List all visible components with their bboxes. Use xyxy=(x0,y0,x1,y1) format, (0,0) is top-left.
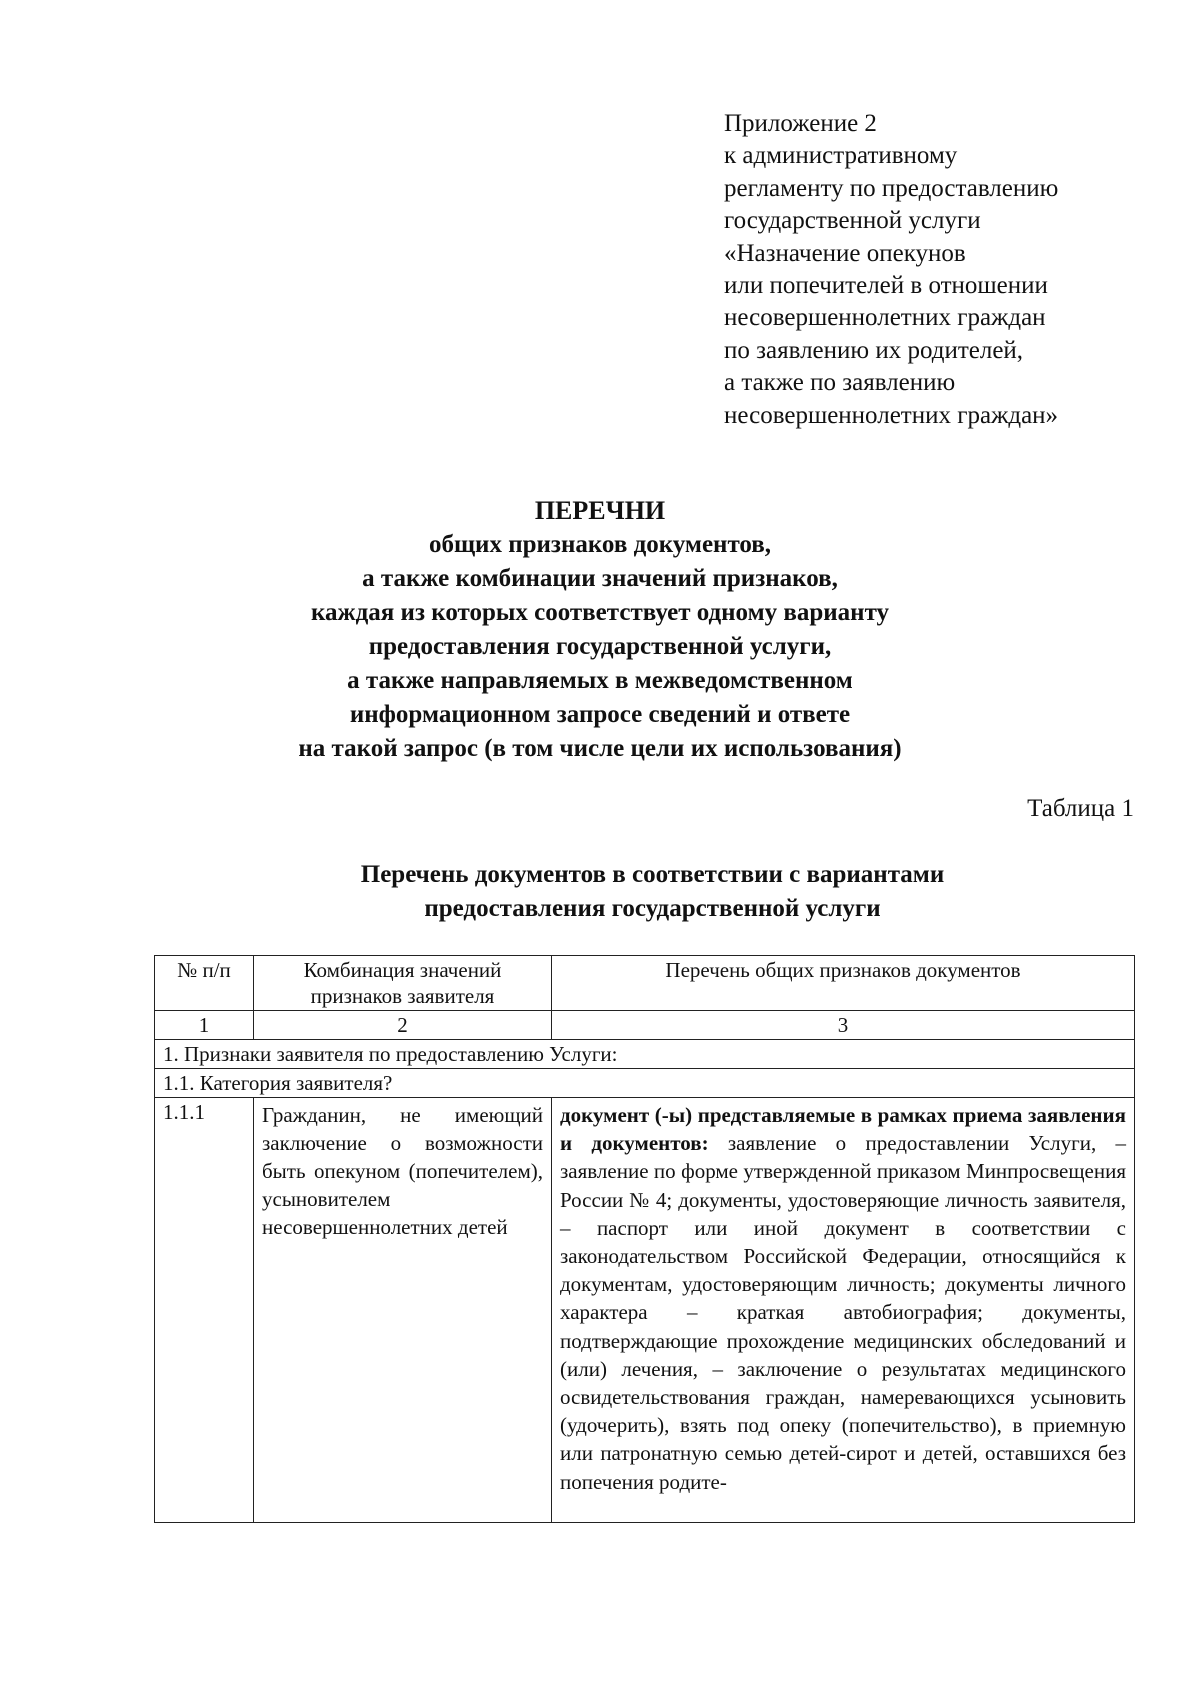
section-row xyxy=(155,1040,1135,1069)
applicant-description: Гражданин, не имеющий заключение о возможности быть опекуном (попечителем), усыновителем несовершеннолетних детей xyxy=(254,1098,552,1523)
title-line: на такой запрос (в том числе цели их использования) xyxy=(298,735,902,762)
documents-text: заявление о предоставлении Услуги, – заявление по форме утвержденной приказом Минпросвещения России № 4; документы, удостоверяющие личность заявителя, – паспорт или иной документ в соответствии с законодательством Российской Федерации, относящийся к документам, удостоверяющим личность; документы личного характера – краткая автобиография; документы, подтверждающие прохождение медицинских обследований и (или) лечения, – заключение о результатах медицинского освидетельствования граждан, намеревающихся усыновить (удочерить), взять под опеку (попечительство), в приемную или патронатную семью детей-сирот и детей, оставшихся без попечения родите- xyxy=(560,1131,1126,1494)
appendix-line: государственной услуги xyxy=(724,207,981,235)
title-line: предоставления государственной услуги, xyxy=(368,633,832,660)
row-number: 1.1.1 xyxy=(155,1098,254,1523)
title-line: информационном запросе сведений и ответе xyxy=(349,701,851,728)
appendix-line: «Назначение опекунов xyxy=(724,239,966,267)
title-line: ПЕРЕЧНИ xyxy=(534,496,666,525)
subsection-heading: 1.1. Категория заявителя? xyxy=(155,1069,1135,1098)
header-documents: Перечень общих признаков документов xyxy=(552,956,1135,1011)
documents-table xyxy=(154,955,1135,1523)
column-number: 2 xyxy=(254,1011,552,1040)
section-heading: 1. Признаки заявителя по предоставлению Услуги: xyxy=(155,1040,1135,1069)
appendix-line: или попечителей в отношении xyxy=(724,272,1048,300)
document-title xyxy=(0,494,1200,766)
documents-description xyxy=(552,1098,1135,1523)
title-line: а также направляемых в межведомственном xyxy=(347,667,853,694)
table-title-line: Перечень документов в соответствии с вариантами xyxy=(360,861,945,888)
table-title-line: предоставления государственной услуги xyxy=(424,895,881,922)
table-numbering-row xyxy=(155,1011,1135,1040)
appendix-line: Приложение 2 xyxy=(724,110,877,137)
appendix-line: а также по заявлению xyxy=(724,369,956,397)
subsection-row xyxy=(155,1069,1135,1098)
table-header-row xyxy=(155,956,1135,1011)
title-line: общих признаков документов, xyxy=(428,531,772,558)
header-number: № п/п xyxy=(155,956,254,1011)
table-title xyxy=(0,858,1200,926)
documents-lead: документ (-ы) представляемые в рамках приема заявления и документов: xyxy=(560,1103,1126,1156)
column-number: 1 xyxy=(155,1011,254,1040)
appendix-line: несовершеннолетних граждан» xyxy=(724,401,1059,429)
column-number: 3 xyxy=(552,1011,1135,1040)
appendix-line: к административному xyxy=(724,142,958,170)
appendix-line: несовершеннолетних граждан xyxy=(724,304,1046,332)
table-label: Таблица 1 xyxy=(1027,795,1134,822)
appendix-line: регламенту по предоставлению xyxy=(724,174,1059,202)
table-row xyxy=(155,1098,1135,1523)
appendix-line: по заявлению их родителей, xyxy=(724,336,1024,364)
header-applicant: Комбинация значений признаков заявителя xyxy=(254,956,552,1011)
title-line: каждая из которых соответствует одному варианту xyxy=(310,599,890,626)
title-line: а также комбинации значений признаков, xyxy=(362,565,838,592)
appendix-block xyxy=(724,108,1058,432)
